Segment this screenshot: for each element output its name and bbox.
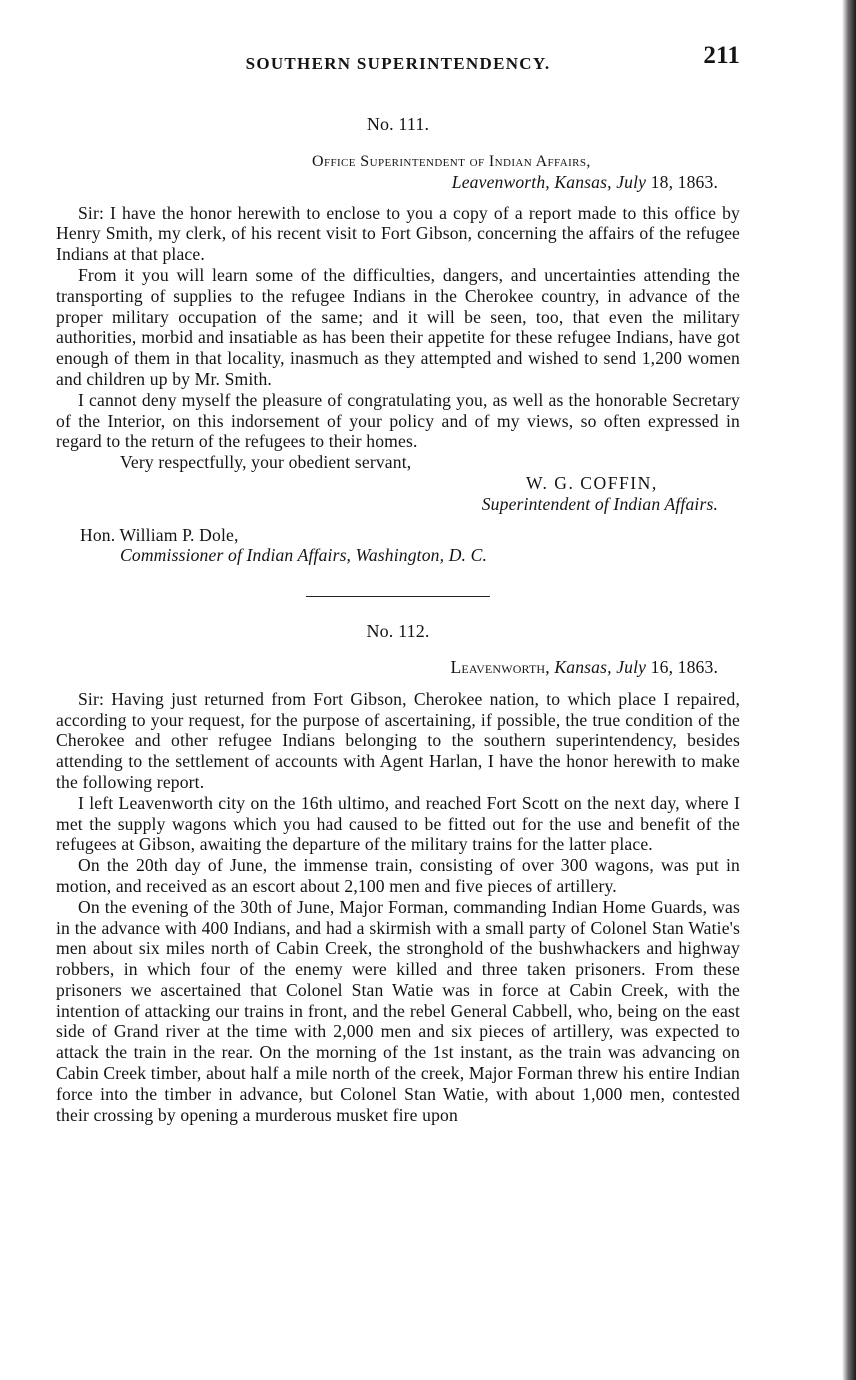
dateline-112	[56, 657, 740, 678]
document-number-111: No. 111.	[366, 114, 430, 134]
section-divider	[306, 596, 490, 597]
letter-111-paragraph-1: Sir: I have the honor herewith to enclose to you a copy of a report made to this office by Henry Smith, my clerk, of his recent visit to Fort Gibson, concerning the affairs of the refugee Indians at that place.	[56, 202, 740, 265]
letter-112-paragraph-4: On the evening of the 30th of June, Major Forman, commanding Indian Home Guards, was in the advance with 400 Indians, and had a skirmish with a small party of Colonel Stan Watie's men about six miles north of Cabin Creek, the stronghold of the bushwhackers and highway robbers, in which four of the enemy were killed and three taken prisoners. From these prisoners we ascertained that Colonel Stan Watie was in force at Cabin Creek, with the intention of attacking our trains in front, and the rebel General Cabbell, who, being on the east side of Grand river at the time with 2,000 men and six pieces of artillery, was expected to attack the train in the rear. On the morning of the 1st instant, as the train was advancing on Cabin Creek timber, about half a mile north of the creek, Major Forman threw his entire Indian force into the timber in advance, but Colonel Stan Watie, with about 1,000 men, contested their crossing by opening a murderous musket fire upon	[56, 896, 740, 1125]
page-edge-shadow	[842, 0, 856, 1380]
running-title: SOUTHERN SUPERINTENDENCY.	[245, 54, 551, 73]
letter-111-paragraph-2: From it you will learn some of the difficulties, dangers, and uncertainties attending the transporting of supplies to the refugee Indians in the Cherokee country, in advance of the proper military occupation of the same; and it will be seen, too, that even the military authorities, morbid and insatiable as has been their appetite for these refugee Indians, have got enough of them in that locality, inasmuch as they attempted and wished to send 1,200 women and children up by Mr. Smith.	[56, 264, 740, 389]
dateline-111-place: Leavenworth, Kansas, July	[451, 171, 647, 192]
dateline-112-date: 16, 1863.	[650, 656, 718, 677]
addressee-title	[120, 545, 740, 566]
dateline-111-date: 18, 1863.	[650, 171, 718, 192]
signature-title	[56, 494, 740, 515]
addressee-name: Hon. William P. Dole,	[80, 524, 239, 545]
addressee-title-text: Commissioner of Indian Affairs, Washington, D. C.	[120, 545, 488, 566]
document-page	[56, 42, 740, 1125]
page-number: 211	[703, 42, 740, 69]
office-title: Office Superintendent of Indian Affairs,	[312, 152, 591, 170]
signature-name: W. G. COFFIN,	[526, 472, 658, 493]
letter-111-paragraph-3: I cannot deny myself the pleasure of congratulating you, as well as the honorable Secretary of the Interior, on this indorsement of your policy and of my views, so often expressed in regard to the return of the refugees to their homes.	[56, 389, 740, 452]
letter-112-paragraph-2: I left Leavenworth city on the 16th ultimo, and reached Fort Scott on the next day, where I met the supply wagons which you had caused to be fitted out for the use and benefit of the refugees at Gibson, awaiting the departure of the military trains for the latter place.	[56, 792, 740, 855]
running-head	[56, 42, 740, 82]
signature-title-text: Superintendent of Indian Affairs.	[481, 493, 718, 514]
dateline-112-place: Leavenworth,	[450, 656, 550, 677]
letter-112-paragraph-3: On the 20th day of June, the immense train, consisting of over 300 wagons, was put in motion, and received as an escort about 2,100 men and five pieces of artillery.	[56, 855, 740, 896]
letter-111-closing: Very respectfully, your obedient servant,	[120, 452, 412, 473]
letter-112-paragraph-1: Sir: Having just returned from Fort Gibson, Cherokee nation, to which place I repaired, according to your request, for the purpose of ascertaining, if possible, the true condition of the Cherokee and other refugee Indians belonging to the southern superintendency, besides attending to the settlement of accounts with Agent Harlan, I have the honor herewith to make the following report.	[56, 688, 740, 792]
office-heading	[312, 152, 740, 172]
dateline-111	[56, 172, 740, 193]
document-number-112: No. 112.	[366, 621, 430, 642]
dateline-112-state: Kansas, July	[554, 656, 647, 677]
